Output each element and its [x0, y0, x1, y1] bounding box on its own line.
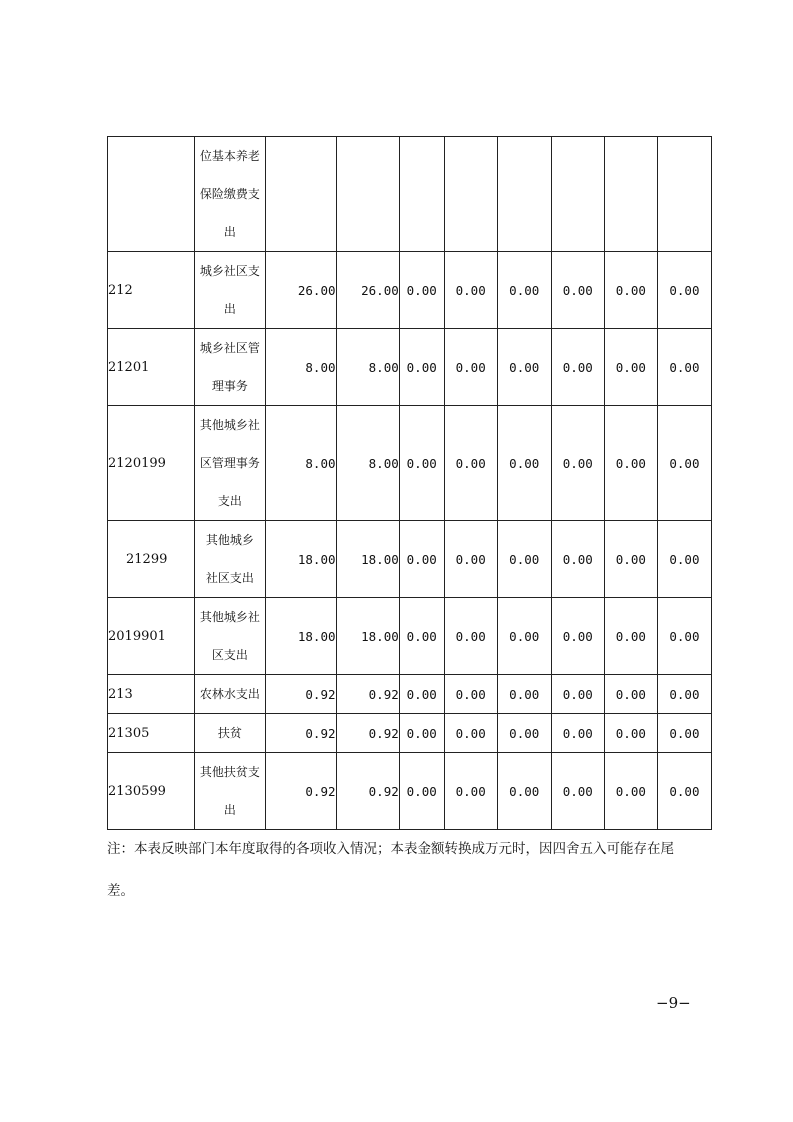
table-row [108, 329, 712, 406]
subject-name-cell [194, 137, 265, 252]
amount-cell-c8: 0.00 [657, 753, 711, 830]
subject-name-line: 城乡社区管 [199, 341, 260, 355]
amount-cell-c5: 0.00 [497, 598, 551, 675]
table-row [108, 714, 712, 753]
amount-cell-basic: 0.92 [336, 714, 399, 753]
page-number: −9− [656, 994, 691, 1012]
amount-cell-c7: 0.00 [604, 675, 657, 714]
amount-cell-c3: 0.00 [399, 714, 444, 753]
amount-cell-total: 0.92 [266, 753, 336, 830]
income-table [107, 136, 712, 830]
amount-cell-basic [336, 137, 399, 252]
amount-cell-basic: 8.00 [336, 406, 399, 521]
amount-cell-basic: 18.00 [336, 521, 399, 598]
subject-name-cell [194, 598, 265, 675]
amount-cell-c6: 0.00 [551, 252, 604, 329]
subject-code-cell: 2120199 [108, 406, 195, 521]
amount-cell-c3: 0.00 [399, 598, 444, 675]
amount-cell-total: 8.00 [266, 329, 336, 406]
subject-code-cell [108, 137, 195, 252]
subject-name-cell [194, 753, 265, 830]
amount-cell-c4: 0.00 [444, 598, 497, 675]
amount-cell-c5: 0.00 [497, 753, 551, 830]
amount-cell-c8: 0.00 [657, 598, 711, 675]
amount-cell-c3: 0.00 [399, 329, 444, 406]
subject-name-line: 保险缴费支 [199, 187, 260, 201]
amount-cell-basic: 26.00 [336, 252, 399, 329]
amount-cell-c7: 0.00 [604, 714, 657, 753]
amount-cell-total: 8.00 [266, 406, 336, 521]
subject-name-line: 农林水支出 [199, 687, 260, 701]
amount-cell-c5 [497, 137, 551, 252]
subject-name-line: 其他城乡社 [199, 418, 260, 432]
note-line-2: 差。 [107, 883, 134, 899]
table-row [108, 137, 712, 252]
amount-cell-total: 18.00 [266, 598, 336, 675]
subject-name-line: 其他城乡 [205, 533, 254, 547]
subject-name-line: 出 [223, 302, 236, 316]
amount-cell-c4: 0.00 [444, 714, 497, 753]
amount-cell-c7: 0.00 [604, 598, 657, 675]
amount-cell-c5: 0.00 [497, 714, 551, 753]
subject-name-line: 理事务 [211, 379, 248, 393]
amount-cell-total: 18.00 [266, 521, 336, 598]
subject-name-line: 其他扶贫支 [199, 765, 260, 779]
amount-cell-total [266, 137, 336, 252]
amount-cell-c7: 0.00 [604, 521, 657, 598]
amount-cell-total: 0.92 [266, 714, 336, 753]
subject-name-line: 支出 [217, 494, 242, 508]
amount-cell-c3: 0.00 [399, 521, 444, 598]
subject-name-cell [194, 329, 265, 406]
amount-cell-basic: 18.00 [336, 598, 399, 675]
subject-name-line: 城乡社区支 [199, 264, 260, 278]
amount-cell-c6: 0.00 [551, 521, 604, 598]
subject-name-cell [194, 714, 265, 753]
amount-cell-c4 [444, 137, 497, 252]
amount-cell-c5: 0.00 [497, 406, 551, 521]
amount-cell-c6: 0.00 [551, 675, 604, 714]
subject-code-cell: 2019901 [108, 598, 195, 675]
amount-cell-c5: 0.00 [497, 521, 551, 598]
amount-cell-c8: 0.00 [657, 714, 711, 753]
amount-cell-c4: 0.00 [444, 521, 497, 598]
subject-code-cell: 21299 [108, 521, 195, 598]
amount-cell-c6: 0.00 [551, 714, 604, 753]
amount-cell-c6: 0.00 [551, 598, 604, 675]
subject-name-line: 区支出 [211, 648, 248, 662]
amount-cell-c5: 0.00 [497, 252, 551, 329]
amount-cell-c5: 0.00 [497, 329, 551, 406]
subject-name-cell [194, 252, 265, 329]
amount-cell-c3: 0.00 [399, 753, 444, 830]
amount-cell-c4: 0.00 [444, 252, 497, 329]
subject-name-line: 扶贫 [217, 726, 242, 740]
subject-name-line: 出 [223, 803, 236, 817]
subject-code-cell: 212 [108, 252, 195, 329]
amount-cell-c7: 0.00 [604, 329, 657, 406]
subject-code-cell: 2130599 [108, 753, 195, 830]
table-row [108, 753, 712, 830]
subject-name-line: 区管理事务 [199, 456, 260, 470]
subject-name-line: 其他城乡社 [199, 610, 260, 624]
amount-cell-c4: 0.00 [444, 675, 497, 714]
amount-cell-c4: 0.00 [444, 753, 497, 830]
amount-cell-c6: 0.00 [551, 406, 604, 521]
amount-cell-c5: 0.00 [497, 675, 551, 714]
amount-cell-c7: 0.00 [604, 252, 657, 329]
subject-name-cell [194, 521, 265, 598]
amount-cell-basic: 8.00 [336, 329, 399, 406]
table-row [108, 252, 712, 329]
amount-cell-c6 [551, 137, 604, 252]
amount-cell-c6: 0.00 [551, 329, 604, 406]
amount-cell-c7: 0.00 [604, 406, 657, 521]
amount-cell-c4: 0.00 [444, 406, 497, 521]
subject-name-line: 社区支出 [205, 571, 254, 585]
table-row [108, 598, 712, 675]
amount-cell-c3 [399, 137, 444, 252]
table-note [107, 828, 717, 912]
amount-cell-basic: 0.92 [336, 753, 399, 830]
table-body [108, 137, 712, 830]
note-line-1: 注：本表反映部门本年度取得的各项收入情况；本表金额转换成万元时，因四舍五入可能存在尾 [107, 841, 674, 857]
amount-cell-basic: 0.92 [336, 675, 399, 714]
subject-code-cell: 213 [108, 675, 195, 714]
table-row [108, 675, 712, 714]
amount-cell-total: 26.00 [266, 252, 336, 329]
amount-cell-c7: 0.00 [604, 753, 657, 830]
subject-name-line: 位基本养老 [199, 149, 260, 163]
amount-cell-c8: 0.00 [657, 406, 711, 521]
amount-cell-c3: 0.00 [399, 406, 444, 521]
subject-name-cell [194, 675, 265, 714]
amount-cell-total: 0.92 [266, 675, 336, 714]
amount-cell-c8: 0.00 [657, 252, 711, 329]
subject-name-cell [194, 406, 265, 521]
table-row [108, 521, 712, 598]
table-row [108, 406, 712, 521]
amount-cell-c8: 0.00 [657, 329, 711, 406]
amount-cell-c3: 0.00 [399, 252, 444, 329]
amount-cell-c8 [657, 137, 711, 252]
amount-cell-c7 [604, 137, 657, 252]
amount-cell-c3: 0.00 [399, 675, 444, 714]
amount-cell-c4: 0.00 [444, 329, 497, 406]
amount-cell-c8: 0.00 [657, 675, 711, 714]
subject-code-cell: 21201 [108, 329, 195, 406]
amount-cell-c8: 0.00 [657, 521, 711, 598]
subject-name-line: 出 [223, 225, 236, 239]
amount-cell-c6: 0.00 [551, 753, 604, 830]
subject-code-cell: 21305 [108, 714, 195, 753]
